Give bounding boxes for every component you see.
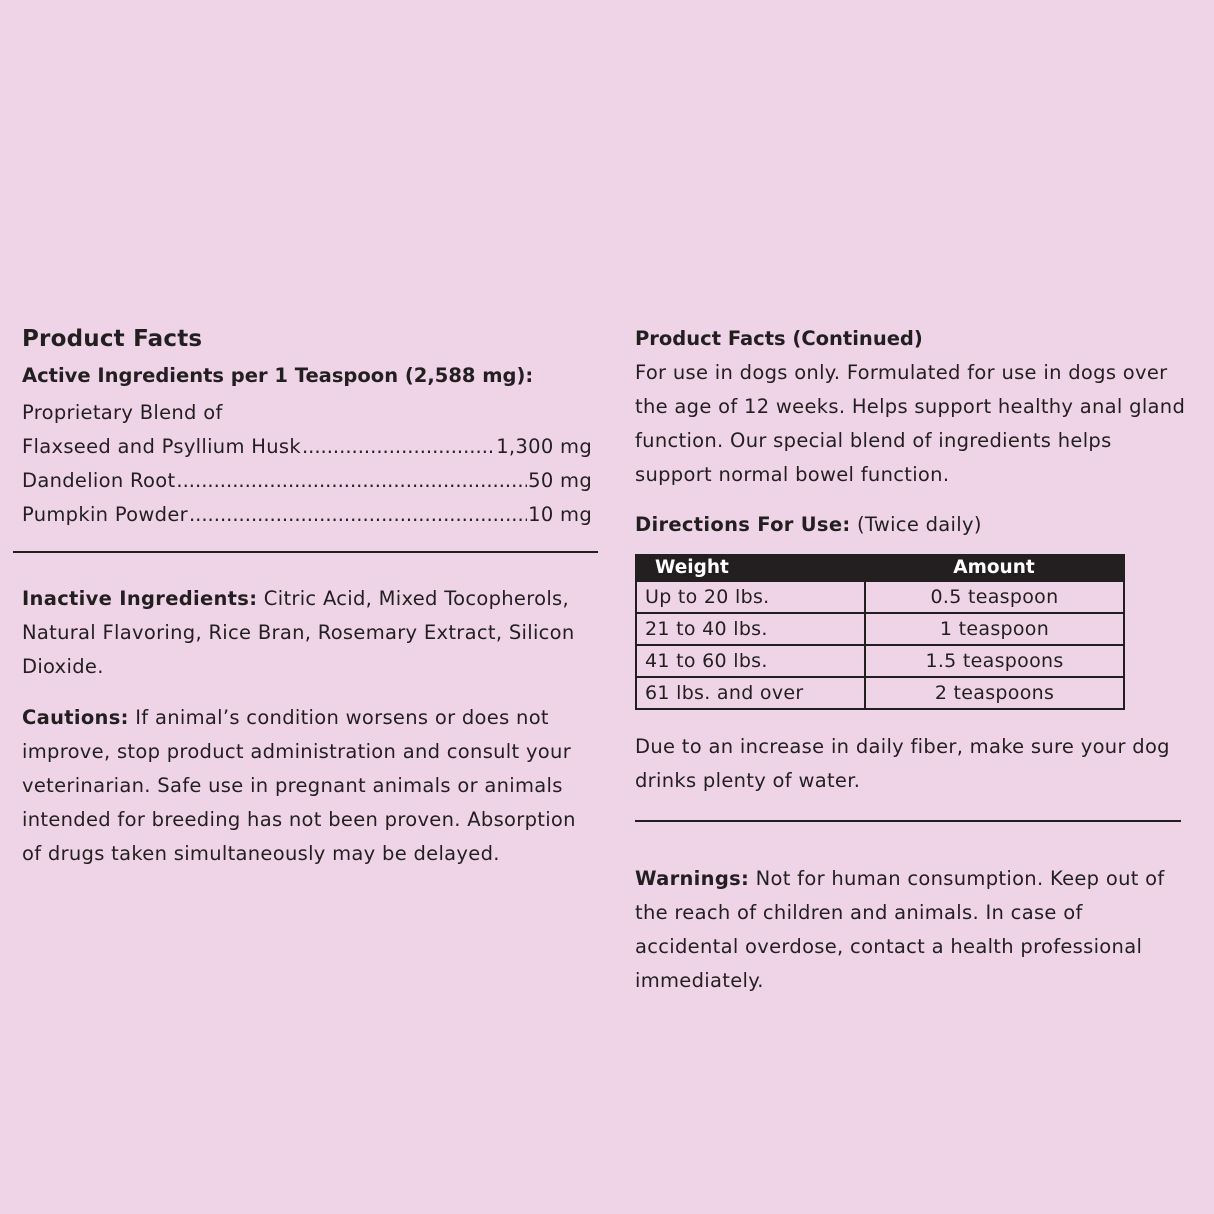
section-divider <box>13 551 598 553</box>
dosage-table <box>635 554 1125 710</box>
table-header <box>636 555 1124 581</box>
active-ingredients-heading: Active Ingredients per 1 Teaspoon (2,588 mg): <box>22 364 534 387</box>
weight-cell: 41 to 60 lbs. <box>636 645 865 677</box>
dot-leader <box>302 430 495 464</box>
ingredient-list <box>22 430 597 532</box>
weight-cell: 61 lbs. and over <box>636 677 865 709</box>
cautions-text: If animal’s condition worsens or does not improve, stop product administration and consult your veterinarian. Safe use in pregnant animals or animals intended for breeding has not been proven. Absorption of drugs taken simultaneously may be delayed. <box>22 706 576 865</box>
ingredient-amount: 10 mg <box>528 503 592 526</box>
table-row <box>636 677 1124 709</box>
weight-cell: 21 to 40 lbs. <box>636 613 865 645</box>
amount-cell: 1.5 teaspoons <box>865 645 1124 677</box>
directions <box>635 508 1187 542</box>
fiber-note: Due to an increase in daily fiber, make sure your dog drinks plenty of water. <box>635 735 1170 792</box>
section-divider <box>635 820 1181 822</box>
inactive-text: Citric Acid, Mixed Tocopherols, Natural Flavoring, Rice Bran, Rosemary Extract, Silicon Dioxide. <box>22 587 575 678</box>
ingredient-row <box>22 498 592 532</box>
cautions <box>22 701 597 871</box>
dot-leader <box>189 498 527 532</box>
dot-leader <box>176 464 527 498</box>
table-row <box>636 645 1124 677</box>
ingredient-row <box>22 464 592 498</box>
right-column <box>635 322 1187 998</box>
amount-cell: 0.5 teaspoon <box>865 581 1124 613</box>
product-facts-continued-title: Product Facts (Continued) <box>635 327 923 350</box>
inactive-label: Inactive Ingredients: <box>22 587 258 610</box>
blend-line: Proprietary Blend of <box>22 401 223 424</box>
product-facts-title: Product Facts <box>22 326 203 352</box>
ingredient-amount: 50 mg <box>528 469 592 492</box>
left-column <box>22 322 597 871</box>
intro-text: For use in dogs only. Formulated for use in dogs over the age of 12 weeks. Helps support healthy anal gland function. Our special blend of ingredients helps support normal bowel function. <box>635 361 1186 486</box>
table-row <box>636 581 1124 613</box>
warnings-label: Warnings: <box>635 867 750 890</box>
ingredient-amount: 1,300 mg <box>496 435 592 458</box>
ingredient-name: Dandelion Root <box>22 469 176 492</box>
warnings <box>635 862 1187 998</box>
ingredient-name: Pumpkin Powder <box>22 503 188 526</box>
weight-cell: Up to 20 lbs. <box>636 581 865 613</box>
ingredient-row <box>22 430 592 464</box>
amount-cell: 1 teaspoon <box>865 613 1124 645</box>
amount-cell: 2 teaspoons <box>865 677 1124 709</box>
table-row <box>636 613 1124 645</box>
directions-note: (Twice daily) <box>850 513 982 536</box>
warnings-text: Not for human consumption. Keep out of the reach of children and animals. In case of accidental overdose, contact a health professional immediately. <box>635 867 1165 992</box>
amount-header: Amount <box>865 555 1124 581</box>
directions-label: Directions For Use: <box>635 513 851 536</box>
weight-header: Weight <box>636 555 865 581</box>
ingredient-name: Flaxseed and Psyllium Husk <box>22 435 301 458</box>
cautions-label: Cautions: <box>22 706 129 729</box>
inactive-ingredients <box>22 582 597 684</box>
